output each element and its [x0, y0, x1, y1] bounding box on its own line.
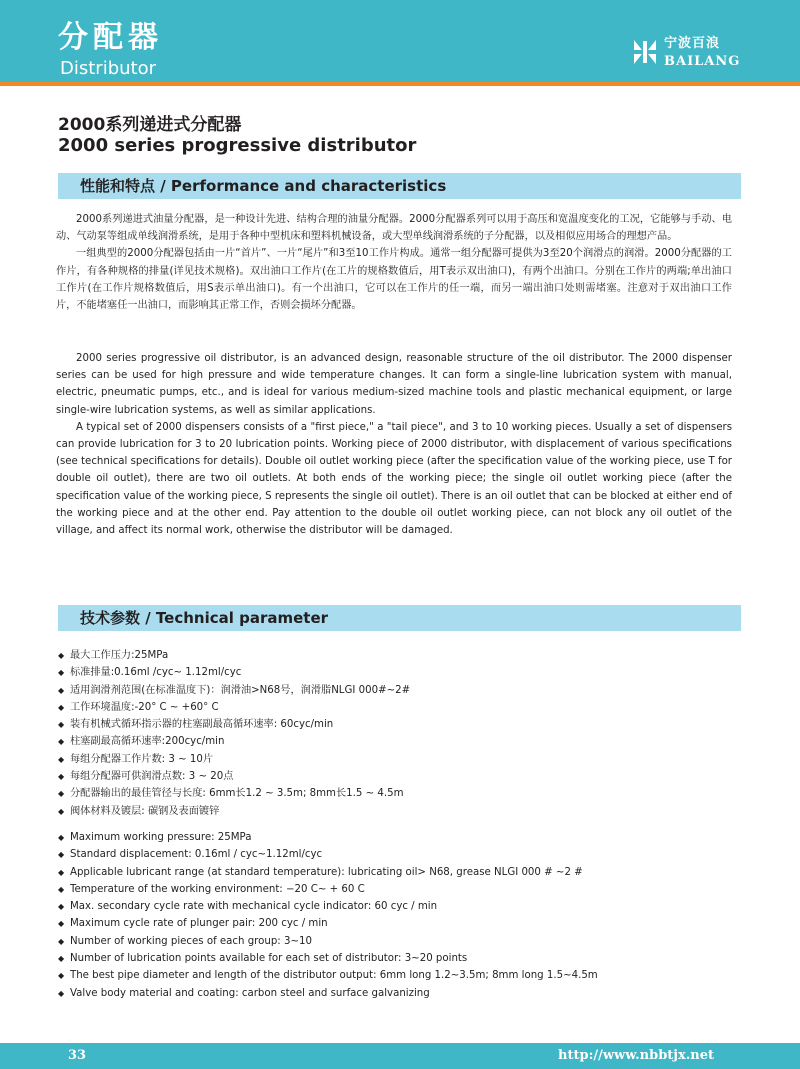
section-bar-performance	[58, 173, 741, 199]
spec-item: ◆ Temperature of the working environment: −20 C~ + 60 C	[58, 881, 738, 898]
diamond-bullet-icon: ◆	[58, 919, 65, 929]
diamond-bullet-icon: ◆	[58, 720, 65, 730]
header-title-en: Distributor	[60, 58, 157, 79]
logo-text-en: BAILANG	[664, 54, 741, 69]
page-number: 33	[68, 1048, 87, 1063]
spec-item: ◆ 适用润滑剂范围(在标准温度下)：润滑油>N68号，润滑脂NLGI 000#~2#	[58, 682, 738, 699]
spec-item: ◆ Maximum working pressure: 25MPa	[58, 829, 738, 846]
spec-item: ◆ Number of working pieces of each group: 3~10	[58, 933, 738, 950]
diamond-bullet-icon: ◆	[58, 867, 65, 877]
spec-item: ◆ 每组分配器工作片数: 3 ~ 10片	[58, 751, 738, 768]
diamond-bullet-icon: ◆	[58, 971, 65, 981]
diamond-bullet-icon: ◆	[58, 789, 65, 799]
diamond-bullet-icon: ◆	[58, 685, 65, 695]
description-cn	[56, 211, 732, 314]
diamond-bullet-icon: ◆	[58, 651, 65, 660]
spec-item: ◆ Valve body material and coating: carbon steel and surface galvanizing	[58, 985, 738, 1002]
spec-list-cn	[58, 647, 738, 820]
diamond-bullet-icon: ◆	[58, 754, 65, 764]
header-title-cn: 分配器	[58, 20, 163, 55]
spec-list-en	[58, 829, 738, 1002]
product-title-en: 2000 series progressive distributor	[58, 135, 417, 156]
diamond-bullet-icon: ◆	[58, 954, 65, 964]
diamond-bullet-icon: ◆	[58, 737, 65, 747]
spec-item: ◆ 每组分配器可供润滑点数: 3 ~ 20点	[58, 768, 738, 785]
spec-item: ◆ 工作环境温度:-20° C ~ +60° C	[58, 699, 738, 716]
section-bar-technical	[58, 605, 741, 631]
header-orange-rule	[0, 82, 800, 86]
product-title-cn: 2000系列递进式分配器	[58, 115, 242, 135]
spec-item: ◆ Standard displacement: 0.16ml / cyc~1.12ml/cyc	[58, 846, 738, 863]
diamond-bullet-icon: ◆	[58, 936, 65, 946]
spec-item: ◆ Applicable lubricant range (at standard temperature): lubricating oil> N68, grease NLGI 000 # ~2 #	[58, 864, 738, 881]
spec-item: ◆ Max. secondary cycle rate with mechanical cycle indicator: 60 cyc / min	[58, 898, 738, 915]
brand-logo	[632, 32, 740, 76]
diamond-bullet-icon: ◆	[58, 884, 65, 894]
spec-item: ◆ 分配器输出的最佳管径与长度: 6mm长1.2 ~ 3.5m; 8mm长1.5 ~ 4.5m	[58, 785, 738, 802]
spec-item: ◆ 装有机械式循环指示器的柱塞副最高循环速率: 60cyc/min	[58, 716, 738, 733]
spec-item: ◆ Number of lubrication points available for each set of distributor: 3~20 points	[58, 950, 738, 967]
description-en-paragraph: A typical set of 2000 dispensers consists of a "first piece," a "tail piece", and 3 to 10 working pieces. Usually a set of dispensers can provide lubrication for 3 to 20 lubrication points. Working piece of 2000 distributor, with displacement of various specifications (see technical specifications for details). Double oil outlet working piece (after the specification value of the working piece, use T for double oil outlet), there are two oil outlets. At both ends of the working piece; the single oil outlet working piece (after the specification value of the working piece, S represents the single oil outlet). There is an oil outlet that can be blocked at either end of the working piece and at the other end. Pay attention to the double oil outlet working piece, can not block any oil outlet of the village, and affect its normal work, otherwise the distributor will be damaged.	[56, 421, 732, 537]
bailang-logo-icon	[632, 38, 658, 66]
spec-item: ◆ Maximum cycle rate of plunger pair: 200 cyc / min	[58, 915, 738, 932]
spec-item: ◆ 阀体材料及镀层: 碳钢及表面镀锌	[58, 803, 738, 820]
diamond-bullet-icon: ◆	[58, 702, 65, 712]
section-title-technical: 技术参数 / Technical parameter	[80, 609, 329, 627]
diamond-bullet-icon: ◆	[58, 850, 65, 860]
spec-item: ◆ 柱塞副最高循环速率:200cyc/min	[58, 733, 738, 750]
spec-item: ◆ 最大工作压力:25MPa	[58, 647, 738, 664]
logo-text-cn: 宁波百浪	[664, 36, 721, 51]
diamond-bullet-icon: ◆	[58, 668, 65, 678]
diamond-bullet-icon: ◆	[58, 806, 65, 816]
diamond-bullet-icon: ◆	[58, 902, 65, 912]
description-cn-paragraph: 一组典型的2000分配器包括由一片“首片”、一片“尾片”和3至10工作片构成。通常一组分配器可提供为3至20个润滑点的润滑。2000分配器的工作片，有各种规格的排量(详见技术规格)。双出油口工作片(在工片的规格数值后，用T表示双出油口)，有两个出油口。分别在工作片的两端;单出油口工作片(在工作片规格数值后，用S表示单出油口)。有一个出油口，它可以在工作片的任一端，而另一端出油口处则需堵塞。注意对于双出油口工作片，不能堵塞任一出油口，而影响其正常工作，否则会损坏分配器。	[56, 248, 732, 312]
diamond-bullet-icon: ◆	[58, 988, 65, 998]
description-en-paragraph: 2000 series progressive oil distributor, is an advanced design, reasonable structure of the oil distributor. The 2000 dispenser series can be used for high pressure and wide temperature changes. It can form a single-line lubrication system with manual, electric, pneumatic pumps, etc., and is ideal for various medium-sized machine tools and plastic mechanical equipment, or large single-wire lubrication systems, as well as similar applications.	[56, 353, 732, 416]
description-en	[56, 350, 732, 539]
website-url[interactable]: http://www.nbbtjx.net	[558, 1048, 714, 1063]
spec-item: ◆ 标准排量:0.16ml /cyc~ 1.12ml/cyc	[58, 664, 738, 681]
diamond-bullet-icon: ◆	[58, 772, 65, 782]
description-cn-paragraph: 2000系列递进式油量分配器，是一种设计先进、结构合理的油量分配器。2000分配器系列可以用于高压和宽温度变化的工况，它能够与手动、电动、气动泵等组成单线润滑系统，是用于各种中型机床和塑料机械设备，或大型单线润滑系统的子分配器，以及相似应用场合的理想产品。	[56, 214, 732, 243]
section-title-performance: 性能和特点 / Performance and characteristics	[80, 177, 447, 195]
diamond-bullet-icon: ◆	[58, 833, 65, 842]
spec-item: ◆ The best pipe diameter and length of the distributor output: 6mm long 1.2~3.5m; 8mm long 1.5~4.5m	[58, 967, 738, 984]
